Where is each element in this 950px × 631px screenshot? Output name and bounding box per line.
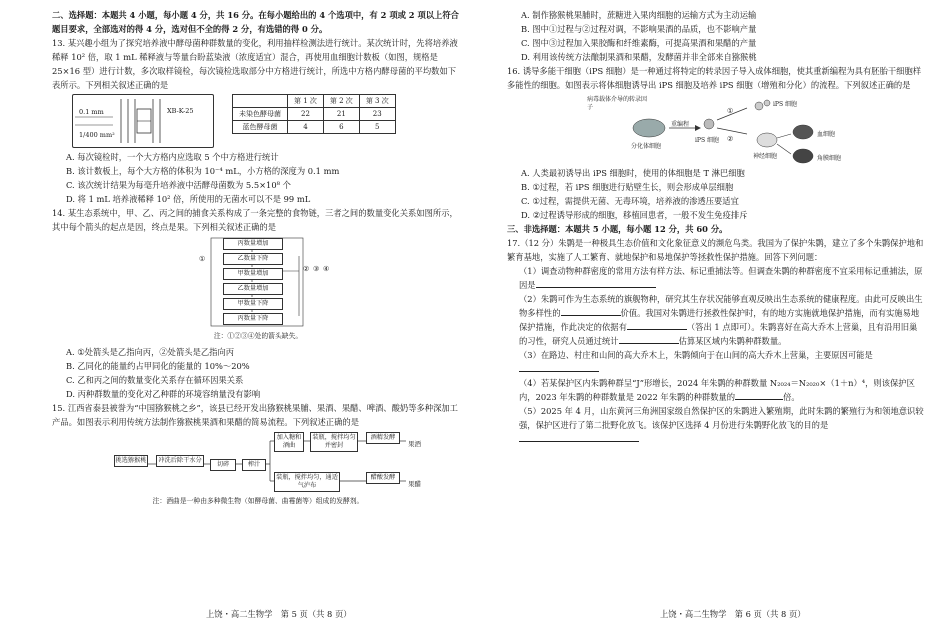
step-add-sugar: 加入糖和酒曲 [274, 432, 304, 452]
adult-cell-label: 分化体细胞 [631, 143, 662, 150]
q13-option-c: C. 该次统计结果为每毫升培养液中活酵母菌数为 5.5×10⁸ 个 [66, 180, 291, 190]
step-wash: 冲洗后除干水分 [156, 455, 204, 467]
q17-part-4-text-b: 倍。 [783, 392, 800, 402]
arrow-mark-3: ③ [313, 265, 320, 273]
food-chain-figure [197, 236, 357, 328]
q17-part-3-text: （3）在路边、村庄和山间的高大乔木上，朱鹮倾向于在山间的高大乔木上营巢，主要原因可能是 [519, 350, 873, 360]
table-header-row [233, 95, 396, 108]
q17-stem: 17.（12 分）朱鹮是一种极具生态价值和文化象征意义的濒危鸟类。我国为了保护朱鹮，建立了多个朱鹮保护地和繁育基地，实施了人工繁育、就地保护和易地保护等拯救性保护措施。回答下列问题： [507, 238, 924, 262]
q16-option-a: A. 人类最初诱导出 iPS 细胞时，使用的体细胞是 T 淋巴细胞 [521, 168, 745, 178]
table-cell: 22 [288, 108, 324, 121]
table-row [233, 121, 396, 134]
q17-part-2-text-b: 价值。我国对朱鹮进行拯救性保护时，有的地方实施就地保护措施，而有实施易地保护措施，作此决定的依据有 [519, 308, 920, 332]
left-page [52, 8, 464, 510]
step-acetic-ferment: 醋酸发酵 [366, 472, 400, 484]
step-select: 挑选猕猴桃 [114, 455, 148, 467]
q13-option-d: D. 将 1 mL 培养液稀释 10² 倍，所使用的无菌水可以不是 99 mL [66, 194, 311, 204]
step-squeeze: 榨汁 [242, 459, 266, 471]
q14-option-c: C. 乙和丙之间的数量变化关系存在循环因果关系 [66, 375, 244, 385]
ips-label-1: iPS 细胞 [695, 137, 719, 144]
food-chain-box: 甲数量下降 [223, 298, 283, 310]
answer-blank[interactable] [519, 362, 599, 372]
table-cell: 21 [323, 108, 359, 121]
q17-part-2 [507, 292, 925, 348]
q17-part-5-text: （5）2025 年 4 月，山东黄河三角洲国家级自然保护区的朱鹮进入繁殖期，此时朱鹮的繁殖行为和领地意识较强，保护区进行了第二批野化放飞。该保护区选择 4 月份进行朱鹮野化放飞的目的是 [519, 406, 924, 430]
virus-vector-label: 病毒载体介导的转录因子 [587, 96, 648, 111]
arrow-mark-4: ④ [323, 265, 330, 273]
reprogram-label: 重编程 [671, 121, 690, 128]
table-cell: 6 [323, 121, 359, 134]
q17-part-2-text-d: 估算某区域内朱鹮种群数量。 [678, 336, 787, 346]
answer-blank[interactable] [619, 334, 679, 344]
q16-option-b: B. ①过程，若 iPS 细胞进行贴壁生长，则会形成单层细胞 [521, 182, 734, 192]
product-vinegar: 果醋 [408, 480, 421, 488]
q15-stem: 15. 江西省泰县被誉为“中国猕猴桃之乡”，该县已经开发出猕猴桃果脯、果酒、果醋、啤酒、酸奶等多种深加工产品。如图表示利用传统方法制作猕猴桃果酒和果醋的简易流程。下列叙述正确的是 [52, 403, 458, 427]
answer-blank[interactable] [735, 390, 783, 400]
step-aerate: 装瓶，搅拌均匀，通适气泸布 [274, 472, 340, 492]
footer-right: 上饶・高二生物学 第 6 页（共 8 页） [660, 609, 806, 619]
right-page [507, 8, 925, 446]
step-alcohol-ferment: 酒精发酵 [366, 432, 400, 444]
arrow-mark-2: ② [303, 265, 310, 273]
q15-note: 注：酒曲是一种由多种微生物（如酵母菌、曲霉菌等）组成的发酵剂。 [152, 497, 364, 505]
step-cut: 切碎 [210, 459, 236, 471]
step-2-mark: ② [727, 135, 734, 143]
q17-part-3 [507, 348, 925, 376]
yeast-count-table [232, 94, 396, 134]
footer-left: 上饶・高二生物学 第 5 页（共 8 页） [206, 609, 352, 619]
q17-part-4 [507, 376, 925, 404]
table-row [233, 108, 396, 121]
neuron-label: 神经细胞 [753, 153, 778, 160]
q17-part-1 [507, 264, 925, 292]
table-cell: 未染色酵母菌 [233, 108, 288, 121]
q13-option-a: A. 每次镜检时，一个大方格内应选取 5 个中方格进行统计 [66, 152, 279, 162]
q14-option-d: D. 丙种群数量的变化对乙种群的环境容纳量没有影响 [66, 389, 261, 399]
section-3-title: 三、非选择题：本题共 5 小题，每小题 12 分，共 60 分。 [507, 224, 728, 234]
table-cell: 4 [288, 121, 324, 134]
q15-option-b: B. 图中①过程与②过程对调，不影响果酒的品质，也不影响产量 [521, 24, 757, 34]
ips-label-2: iPS 细胞 [773, 101, 797, 108]
q14-note: 注：①②③④处的箭头缺失。 [213, 332, 303, 340]
q17-part-5 [507, 404, 925, 446]
food-chain-box: 丙数量增加 [223, 238, 283, 250]
ips-figure [577, 94, 877, 166]
food-chain-box: 乙数量增加 [223, 283, 283, 295]
q16-stem: 16. 诱导多能干细胞（iPS 细胞）是一种通过将特定的转录因子导入成体细胞，使其重新编程为具有胚胎干细胞样多能性的细胞。如图表示将体细胞诱导出 iPS 细胞及培养 iPS 细胞（增殖和分化）的流程。下列叙述正确的是 [507, 66, 922, 90]
arrow-mark-1: ① [199, 255, 206, 263]
food-chain-box: 甲数量增加 [223, 268, 283, 280]
q14-option-b: B. 乙同化的能量约占甲同化的能量的 10%～20% [66, 361, 250, 371]
answer-blank[interactable] [627, 320, 687, 330]
q14-option-a: A. ①处箭头是乙指向丙，②处箭头是乙指向丙 [66, 347, 235, 357]
q16-option-c: C. ①过程，需提供无菌、无毒环境，培养液的渗透压要适宜 [521, 196, 739, 206]
q16-option-d: D. ②过程诱导形成的细胞，移植回患者，一般不发生免疫排斥 [521, 210, 748, 220]
counting-chamber-figure [72, 94, 214, 148]
table-cell: 23 [359, 108, 395, 121]
q17-part-2-text-a: （2）朱鹮可作为生态系统的旗舰物种，研究其生存状况能够直观反映出生态系统的健康程度。由此可反映出生物多样性的 [519, 294, 923, 318]
answer-blank[interactable] [561, 306, 621, 316]
corneal-cell-label: 角膜细胞 [817, 155, 842, 162]
q14-stem: 14. 某生态系统中，甲、乙、丙之间的捕食关系构成了一条完整的食物链，三者之间的数量变化关系如图所示，其中每个箭头的起点是因，终点是果。下列相关叙述正确的是 [52, 208, 458, 232]
product-wine: 果酒 [408, 440, 421, 448]
step-1-mark: ① [727, 107, 734, 115]
table-cell: 蓝色酵母菌 [233, 121, 288, 134]
section-title: 二、选择题：本题共 4 小题，每小题 4 分，共 16 分。在每小题给出的 4 个选项中，有 2 项或 2 项以上符合题目要求，全部选对的得 4 分，选对但不全的得 2 分，有选错的得 0 分。 [52, 10, 459, 34]
food-chain-box: 丙数量下降 [223, 313, 283, 325]
table-header-cell: 第 3 次 [359, 95, 395, 108]
q15-option-d: D. 利用该传统方法酿制果酒和果醋，发酵菌并非全部来自猕猴桃 [521, 52, 757, 62]
area-label: 1/400 mm² [79, 131, 115, 139]
table-header-cell: 第 2 次 [323, 95, 359, 108]
kiwi-process-flowchart [114, 431, 454, 493]
step-seal: 装瓶，搅拌均匀并密封 [310, 432, 358, 452]
answer-blank[interactable] [536, 278, 656, 288]
blood-cell-label: 血细胞 [817, 131, 836, 138]
q17-part-4-text-a: （4）若某保护区内朱鹮种群呈“J”形增长，2024 年朱鹮的种群数量 N₂₀₂₄＝N₂₀₂₀×（1＋n）⁴，则该保护区内，2023 年朱鹮的种群数量是 2022 年朱鹮的种群数量的 [519, 378, 915, 402]
table-header-cell [233, 95, 288, 108]
food-chain-box: 乙数量下降 [223, 253, 283, 265]
q13-stem: 13. 某兴趣小组为了探究培养液中酵母菌种群数量的变化，利用抽样检测法进行统计。某次统计时，先将培养液稀释 10² 倍，取 1 mL 稀释液与等量台盼蓝染液（浓度适宜）混合，再使用血细胞计数板（如图，规格是 25×16 型）进行计数，多次取样镜检，每次镜检选取部分中方格进行统计，所选中方格内酵母菌的平均数如下表所示。下列相关叙述正确的是 [52, 38, 458, 90]
table-header-cell: 第 1 次 [288, 95, 324, 108]
table-cell: 5 [359, 121, 395, 134]
depth-label: 0.1 mm [79, 108, 104, 116]
answer-blank[interactable] [519, 432, 639, 442]
q15-option-a: A. 制作猕猴桃果脯时，蔗糖进入果肉细胞的运输方式为主动运输 [521, 10, 757, 20]
q13-option-b: B. 该计数板上，每个大方格的体积为 10⁻⁴ mL，小方格的深度为 0.1 mm [66, 166, 340, 176]
q15-option-c: C. 图中③过程加入果胶酶和纤维素酶，可提高果酒和果醋的产量 [521, 38, 757, 48]
q17-part-2-text-c: （答出 1 点即可）。朱鹮喜好在高大乔木上营巢，且有沿用旧巢的习性，研究人员通过统计 [519, 322, 918, 346]
model-label: XB-K-25 [167, 107, 194, 115]
q13-figure [72, 94, 464, 148]
q17-part-1-text: （1）调查动物种群密度的常用方法有样方法、标记重捕法等。但调查朱鹮的种群密度不宜采用标记重捕法，原因是 [519, 266, 923, 290]
